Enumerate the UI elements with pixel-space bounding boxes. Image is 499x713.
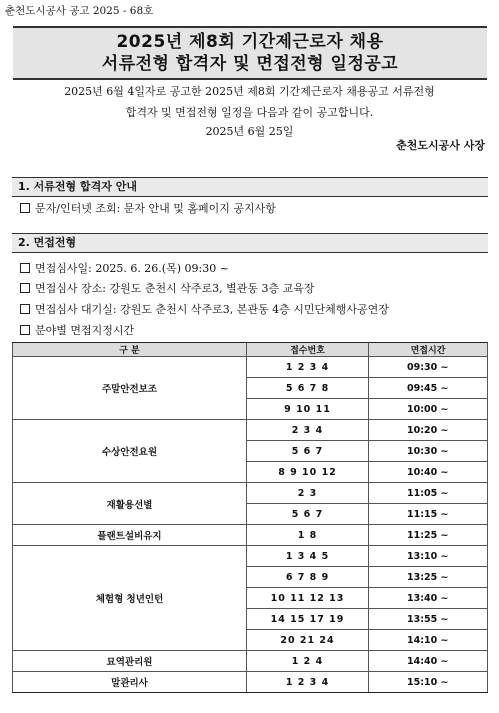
- table-row: [13, 546, 488, 567]
- interview-time-cell: 13:25 ~: [369, 567, 488, 588]
- title-line-1: 2025년 제8회 기간제근로자 채용: [116, 32, 384, 52]
- intro-line-1: 2025년 6월 4일자로 공고한 2025년 제8회 기간제근로자 채용공고 서류전형: [64, 85, 435, 98]
- category-cell: 수상안전요원: [13, 420, 247, 483]
- application-numbers-cell: 1 3 4 5: [247, 546, 369, 567]
- announcement-date: 2025년 6월 25일: [205, 125, 294, 138]
- section-2-heading: [12, 233, 488, 253]
- category-cell: 말관리사: [13, 672, 247, 693]
- category-cell: 묘역관리원: [13, 651, 247, 672]
- category-cell: 주말안전보조: [13, 357, 247, 420]
- section-2-title: 2. 면접전형: [18, 236, 77, 249]
- category-cell: 플랜트설비유지: [13, 525, 247, 546]
- table-row: [13, 651, 488, 672]
- application-numbers-cell: 2 3: [247, 483, 369, 504]
- table-row: [13, 483, 488, 504]
- interview-time-cell: 09:30 ~: [369, 357, 488, 378]
- interview-time-cell: 09:45 ~: [369, 378, 488, 399]
- application-numbers-cell: 9 10 11: [247, 399, 369, 420]
- checkbox-icon: [20, 203, 30, 213]
- title-box: [13, 26, 487, 80]
- interview-time-cell: 10:20 ~: [369, 420, 488, 441]
- section-2-item: 면접심사 대기실: 강원도 춘천시 삭주로3, 본관동 4층 시민단체행사공연장: [20, 301, 389, 317]
- application-numbers-cell: 1 2 3 4: [247, 357, 369, 378]
- application-numbers-cell: 1 2 3 4: [247, 672, 369, 693]
- checkbox-icon: [20, 283, 30, 293]
- interview-time-cell: 13:10 ~: [369, 546, 488, 567]
- application-numbers-cell: 14 15 17 19: [247, 609, 369, 630]
- table-row: [13, 420, 488, 441]
- section-2-item: 면접심사일: 2025. 6. 26.(목) 09:30 ~: [20, 260, 229, 276]
- application-numbers-cell: 5 6 7: [247, 504, 369, 525]
- interview-time-cell: 10:00 ~: [369, 399, 488, 420]
- interview-time-cell: 14:10 ~: [369, 630, 488, 651]
- interview-time-cell: 10:30 ~: [369, 441, 488, 462]
- interview-time-cell: 10:40 ~: [369, 462, 488, 483]
- application-numbers-cell: 8 9 10 12: [247, 462, 369, 483]
- table-body: [13, 357, 488, 693]
- interview-time-cell: 13:55 ~: [369, 609, 488, 630]
- table-row: [13, 357, 488, 378]
- section-1-title: 1. 서류전형 합격자 안내: [18, 180, 137, 193]
- section-2-item: 면접심사 장소: 강원도 춘천시 삭주로3, 별관동 3층 교육장: [20, 280, 314, 296]
- application-numbers-cell: 5 6 7 8: [247, 378, 369, 399]
- application-numbers-cell: 20 21 24: [247, 630, 369, 651]
- interview-time-cell: 13:40 ~: [369, 588, 488, 609]
- title-line-2: 서류전형 합격자 및 면접전형 일정공고: [101, 54, 399, 74]
- intro-line-2: 합격자 및 면접전형 일정을 다음과 같이 공고합니다.: [125, 106, 374, 119]
- interview-time-cell: 15:10 ~: [369, 672, 488, 693]
- section-1-item: 문자/인터넷 조회: 문자 안내 및 홈페이지 공지사항: [20, 200, 276, 216]
- interview-time-cell: 11:25 ~: [369, 525, 488, 546]
- table-row: [13, 525, 488, 546]
- column-header-category: 구 분: [13, 343, 247, 357]
- category-cell: 체험형 청년인턴: [13, 546, 247, 651]
- section-1-heading: [12, 177, 488, 197]
- interview-time-cell: 14:40 ~: [369, 651, 488, 672]
- column-header-time: 면접시간: [369, 343, 488, 357]
- application-numbers-cell: 6 7 8 9: [247, 567, 369, 588]
- column-header-number: 접수번호: [247, 343, 369, 357]
- section-2-item: 분야별 면접지정시간: [20, 322, 134, 338]
- table-row: [13, 672, 488, 693]
- interview-time-cell: 11:05 ~: [369, 483, 488, 504]
- category-cell: 재활용선별: [13, 483, 247, 525]
- application-numbers-cell: 1 8: [247, 525, 369, 546]
- checkbox-icon: [20, 304, 30, 314]
- application-numbers-cell: 2 3 4: [247, 420, 369, 441]
- document-number: 춘천도시공사 공고 2025 - 68호: [5, 5, 154, 17]
- checkbox-icon: [20, 325, 30, 335]
- interview-schedule-table: [12, 342, 488, 693]
- interview-time-cell: 11:15 ~: [369, 504, 488, 525]
- application-numbers-cell: 10 11 12 13: [247, 588, 369, 609]
- checkbox-icon: [20, 263, 30, 273]
- application-numbers-cell: 5 6 7: [247, 441, 369, 462]
- application-numbers-cell: 1 2 4: [247, 651, 369, 672]
- table-header-row: [13, 343, 488, 357]
- signer: 춘천도시공사 사장: [396, 139, 485, 152]
